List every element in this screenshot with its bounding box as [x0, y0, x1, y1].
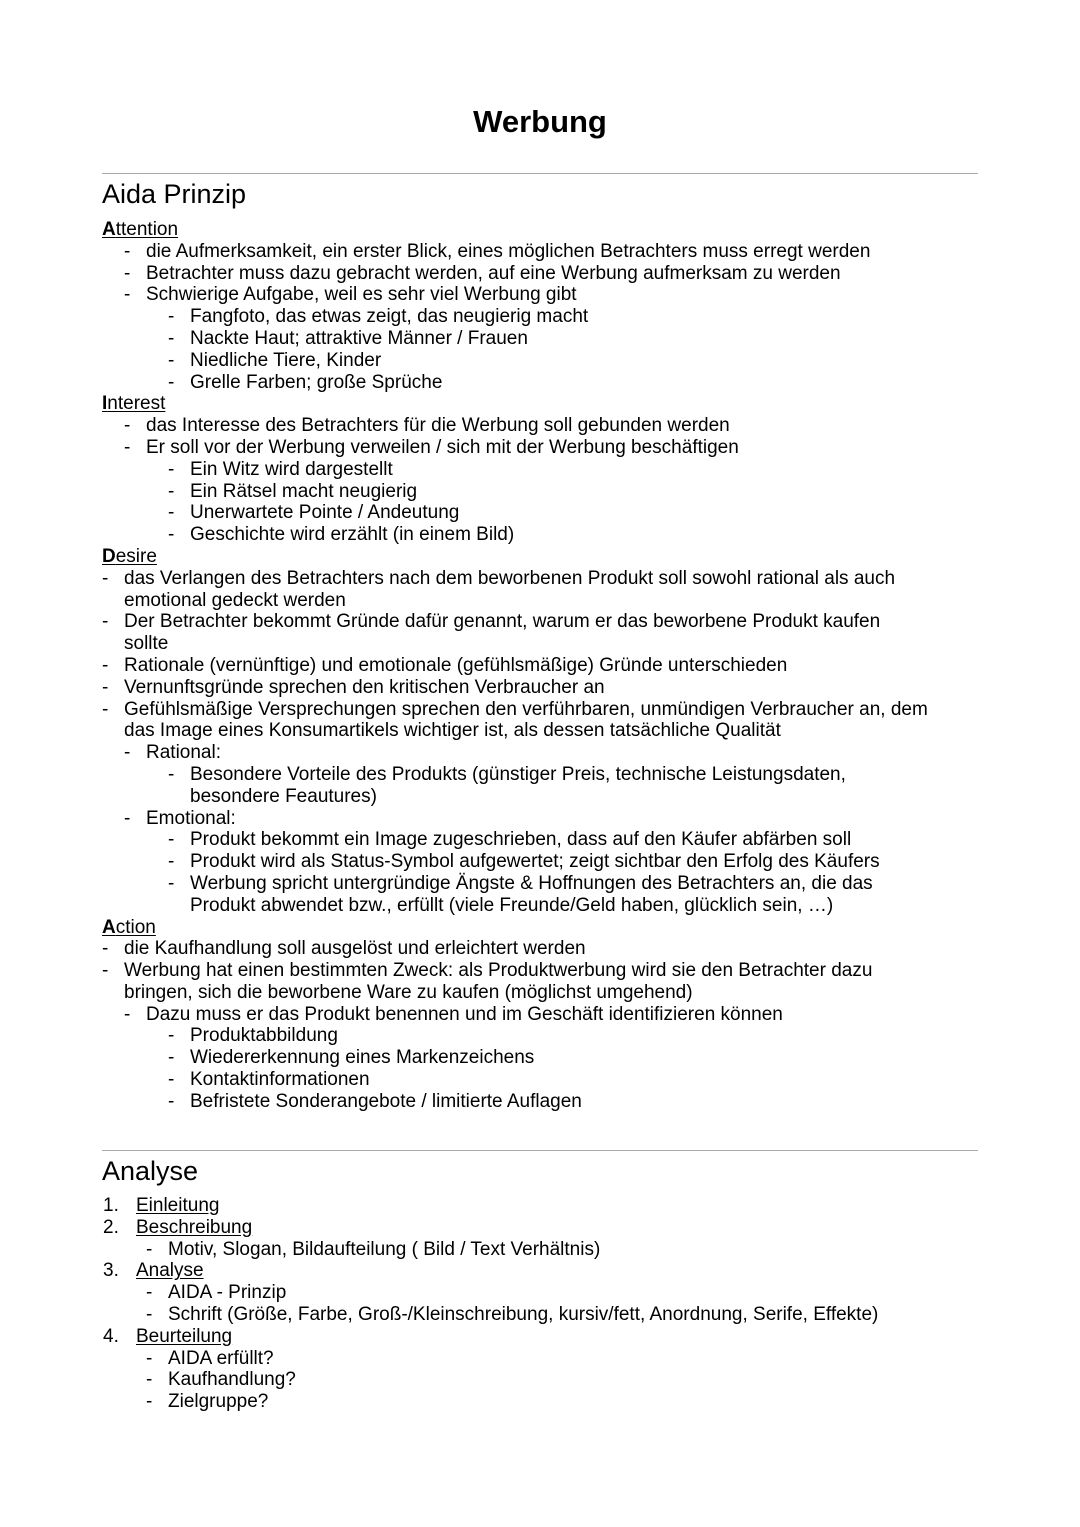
- numbered-item: 4. Beurteilung: [103, 1325, 233, 1347]
- list-item: - Der Betrachter bekommt Gründe dafür genannt, warum er das beworbene Produkt kaufen: [102, 611, 881, 633]
- sub-list-item: - Werbung spricht untergründige Ängste & Hoffnungen des Betrachters an, die das: [168, 872, 873, 894]
- category-interest: Interest: [102, 393, 166, 415]
- numbered-item: 1. Einleitung: [103, 1195, 220, 1216]
- sub-list-item: - Kaufhandlung?: [146, 1369, 296, 1391]
- list-item-continuation: das Image eines Konsumartikels wichtiger ist, als dessen tatsächliche Qualität: [124, 720, 781, 742]
- sub-list-item-continuation: besondere Feautures): [190, 785, 377, 807]
- category-attention: Attention: [102, 219, 179, 240]
- sub-list-item: - AIDA - Prinzip: [146, 1282, 287, 1304]
- list-item: - Dazu muss er das Produkt benennen und im Geschäft identifizieren können: [124, 1003, 783, 1025]
- sub-list-item: - Wiedererkennung eines Markenzeichens: [168, 1047, 535, 1069]
- category-desire: Desire: [102, 545, 157, 567]
- sub-list-item: - Nackte Haut; attraktive Männer / Frauen: [168, 327, 528, 349]
- sub-list-item: - Produkt wird als Status-Symbol aufgewertet; zeigt sichtbar den Erfolg des Käufers: [168, 851, 880, 873]
- list-item-continuation: emotional gedeckt werden: [124, 589, 346, 611]
- sub-list-item: - Schrift (Größe, Farbe, Groß-/Kleinschreibung, kursiv/fett, Anordnung, Serife, Effekte): [146, 1303, 879, 1325]
- page-title: Werbung: [473, 104, 607, 139]
- list-item: - Gefühlsmäßige Versprechungen sprechen den verführbaren, unmündigen Verbraucher an, dem: [102, 698, 928, 720]
- numbered-item: 2. Beschreibung: [103, 1216, 253, 1238]
- sub-list-item: - Fangfoto, das etwas zeigt, das neugierig macht: [168, 306, 589, 328]
- list-item-continuation: bringen, sich die beworbene Ware zu kaufen (möglichst umgehend): [124, 981, 693, 1003]
- list-item: - das Interesse des Betrachters für die Werbung soll gebunden werden: [124, 415, 730, 437]
- list-item: - Emotional:: [124, 807, 236, 829]
- aida-content: [0, 219, 1080, 1113]
- list-item: - Werbung hat einen bestimmten Zweck: als Produktwerbung wird sie den Betrachter dazu: [102, 960, 873, 982]
- section-heading-aida: Aida Prinzip: [102, 179, 247, 209]
- list-item: - Rational:: [124, 742, 221, 764]
- sub-list-item: - Produkt bekommt ein Image zugeschrieben, dass auf den Käufer abfärben soll: [168, 829, 852, 851]
- list-item: - die Kaufhandlung soll ausgelöst und erleichtert werden: [102, 938, 586, 960]
- sub-list-item: - AIDA erfüllt?: [146, 1347, 274, 1369]
- divider: [102, 1150, 978, 1151]
- analyse-content: [0, 1195, 1080, 1413]
- sub-list-item-continuation: Produkt abwendet bzw., erfüllt (viele Freunde/Geld haben, glücklich sein, …): [190, 894, 834, 916]
- sub-list-item: - Motiv, Slogan, Bildaufteilung ( Bild / Text Verhältnis): [146, 1238, 601, 1260]
- list-item: - das Verlangen des Betrachters nach dem beworbenen Produkt soll sowohl rational als auch: [102, 567, 896, 589]
- sub-list-item: - Grelle Farben; große Sprüche: [168, 371, 443, 393]
- sub-list-item: - Besondere Vorteile des Produkts (günstiger Preis, technische Leistungsdaten,: [168, 763, 846, 785]
- sub-list-item: - Zielgruppe?: [146, 1391, 269, 1413]
- list-item: - Vernunftsgründe sprechen den kritischen Verbraucher an: [102, 676, 605, 698]
- sub-list-item: - Ein Witz wird dargestellt: [168, 458, 393, 480]
- numbered-item: 3. Analyse: [103, 1260, 204, 1282]
- sub-list-item: - Ein Rätsel macht neugierig: [168, 480, 418, 502]
- sub-list-item: - Produktabbildung: [168, 1025, 338, 1047]
- sub-list-item: - Geschichte wird erzählt (in einem Bild): [168, 524, 515, 546]
- list-item: - Er soll vor der Werbung verweilen / sich mit der Werbung beschäftigen: [124, 436, 739, 458]
- list-item-continuation: sollte: [124, 633, 169, 655]
- list-item: - die Aufmerksamkeit, ein erster Blick, eines möglichen Betrachters muss erregt werden: [124, 240, 871, 262]
- sub-list-item: - Kontaktinformationen: [168, 1069, 370, 1091]
- list-item: - Rationale (vernünftige) und emotionale (gefühlsmäßige) Gründe unterschieden: [102, 654, 788, 676]
- sub-list-item: - Unerwartete Pointe / Andeutung: [168, 502, 460, 524]
- sub-list-item: - Befristete Sonderangebote / limitierte Auflagen: [168, 1090, 582, 1112]
- divider: [102, 173, 978, 174]
- list-item: - Betrachter muss dazu gebracht werden, auf eine Werbung aufmerksam zu werden: [124, 262, 841, 284]
- sub-list-item: - Niedliche Tiere, Kinder: [168, 349, 382, 371]
- list-item: - Schwierige Aufgabe, weil es sehr viel Werbung gibt: [124, 284, 577, 306]
- category-action: Action: [102, 916, 156, 938]
- section-heading-analyse: Analyse: [102, 1156, 199, 1186]
